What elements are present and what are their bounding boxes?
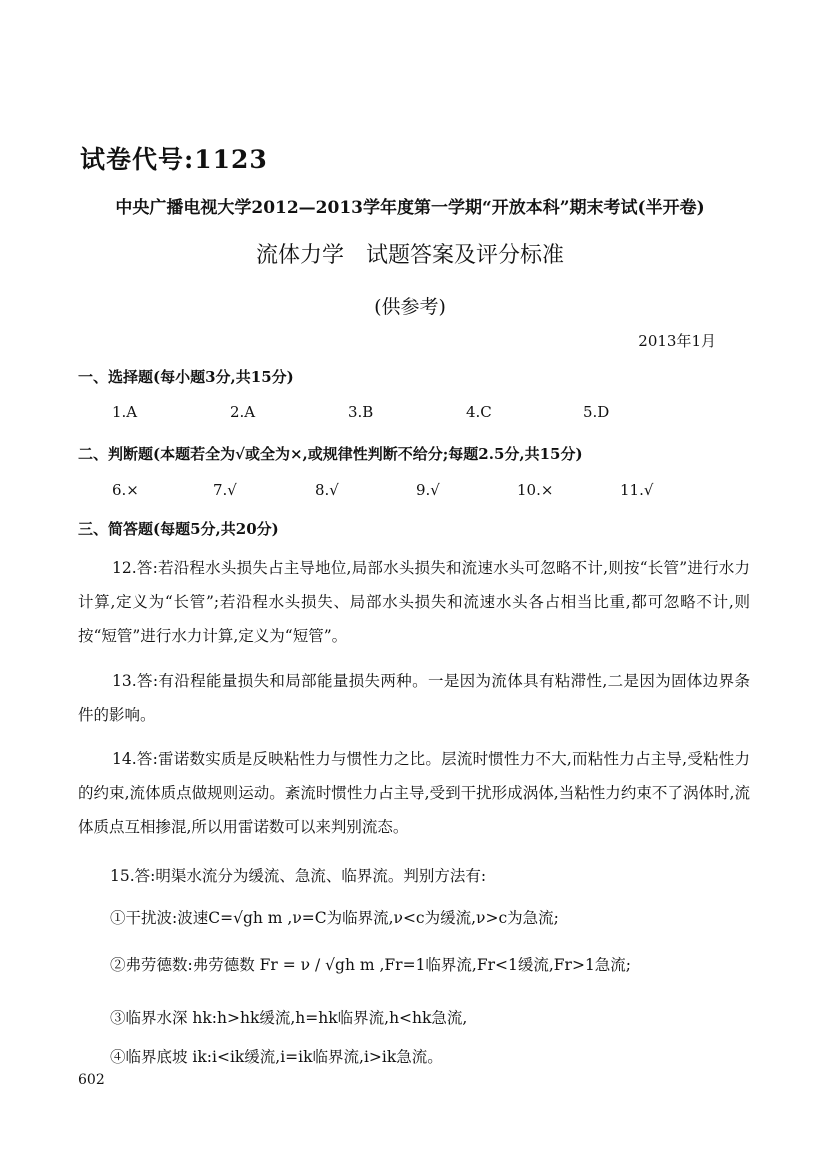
reference-note: (供参考) xyxy=(374,296,446,318)
answer-9: 9.√ xyxy=(416,481,440,499)
page-title: 流体力学 试题答案及评分标准 xyxy=(255,243,564,268)
answer-13-text: 13.答:有沿程能量损失和局部能量损失两种。一是因为流体具有粘滞性,二是因为固体边界条件的影响。 xyxy=(78,672,750,724)
section2-heading: 二、判断题(本题若全为√或全为×,或规律性判断不给分;每题2.5分,共15分) xyxy=(78,445,583,463)
exam-name: 中央广播电视大学2012—2013学年度第一学期“开放本科”期末考试(半开卷) xyxy=(115,198,705,218)
answer-15-intro: 15.答:明渠水流分为缓流、急流、临界流。判别方法有: xyxy=(110,867,487,885)
answer-6: 6.× xyxy=(112,481,139,499)
answer-5: 5.D xyxy=(583,403,610,421)
exam-date: 2013年1月 xyxy=(638,332,716,350)
method-1: ①干扰波:波速C=√gh m ,ν=C为临界流,ν<c为缓流,ν>c为急流; xyxy=(110,909,559,927)
answer-3: 3.B xyxy=(348,403,374,421)
answer-12 xyxy=(78,551,750,653)
answer-1: 1.A xyxy=(112,403,138,421)
method-4: ④临界底坡 ik:i<ik缓流,i=ik临界流,i>ik急流。 xyxy=(110,1048,443,1066)
answer-12-text: 12.答:若沿程水头损失占主导地位,局部水头损失和流速水头可忽略不计,则按“长管”进行水力计算,定义为“长管”;若沿程水头损失、局部水头损失和流速水头各占相当比重,都可忽略不计,则按“短管”进行水力计算,定义为“短管”。 xyxy=(78,559,750,645)
answer-13 xyxy=(78,664,750,732)
answer-7: 7.√ xyxy=(213,481,237,499)
answer-14 xyxy=(78,742,750,844)
page-number: 602 xyxy=(78,1072,105,1088)
section1-heading: 一、选择题(每小题3分,共15分) xyxy=(78,368,294,386)
method-2: ②弗劳德数:弗劳德数 Fr = ν / √gh m ,Fr=1临界流,Fr<1缓流,Fr>1急流; xyxy=(110,956,632,974)
exam-code: 试卷代号:1123 xyxy=(80,145,268,174)
section3-heading: 三、简答题(每题5分,共20分) xyxy=(78,520,279,538)
answer-14-text: 14.答:雷诺数实质是反映粘性力与惯性力之比。层流时惯性力不大,而粘性力占主导,受粘性力的约束,流体质点做规则运动。紊流时惯性力占主导,受到干扰形成涡体,当粘性力约束不了涡体时,流体质点互相掺混,所以用雷诺数可以来判别流态。 xyxy=(78,750,750,836)
method-3: ③临界水深 hk:h>hk缓流,h=hk临界流,h<hk急流, xyxy=(110,1009,468,1027)
answer-11: 11.√ xyxy=(620,481,654,499)
answer-4: 4.C xyxy=(466,403,492,421)
answer-2: 2.A xyxy=(230,403,256,421)
answer-8: 8.√ xyxy=(315,481,339,499)
answer-10: 10.× xyxy=(517,481,554,499)
